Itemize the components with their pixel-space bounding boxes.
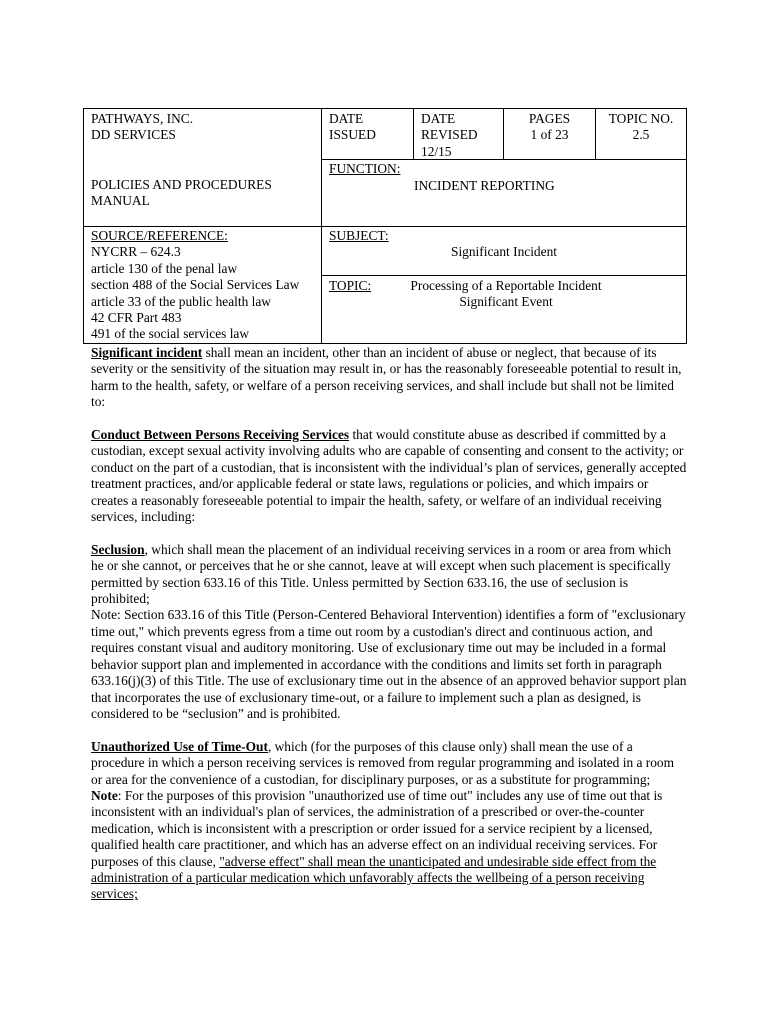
source-item: NYCRR – 624.3	[91, 244, 181, 260]
pages-label: PAGES	[528, 111, 571, 126]
date-issued-label-1: DATE	[329, 111, 364, 126]
paragraph-text: , which shall mean the placement of an individual receiving services in a room or area from which he or she cannot, or perceives that he or she cannot, leave at will except when such placement is specifically permitted by section 633.16 of this Title. Unless permitted by Section 633.16, the use of seclusion is prohibited;	[91, 541, 672, 607]
function-label: FUNCTION:	[329, 161, 401, 176]
paragraph-time-out-note	[91, 788, 687, 903]
table-divider-h-dates	[321, 159, 687, 160]
function-value: INCIDENT REPORTING	[414, 178, 555, 193]
date-issued-label-2: ISSUED	[329, 127, 376, 143]
source-item: 491 of the social services law	[91, 326, 250, 342]
date-issued-cell	[329, 111, 376, 144]
org-name-line: PATHWAYS, INC.	[91, 111, 194, 126]
note-text: : For the purposes of this provision "unauthorized use of time out" includes any use of time out that is inconsistent with an individual's plan of services, the administration of a prescribed or over-the-counter medication, which is inconsistent with a prescription or order issued for a service recipient by a licensed, qualified health care practitioner, and which has an adverse effect on an individual receiving services. For purposes of this clause,	[91, 787, 663, 869]
topic-label: TOPIC:	[329, 278, 372, 293]
paragraph-conduct-between-persons	[91, 427, 687, 525]
topic-no-value: 2.5	[632, 127, 650, 143]
source-reference-block	[91, 228, 299, 343]
pages-cell	[504, 111, 595, 144]
paragraph-text: shall mean an incident, other than an incident of abuse or neglect, that because of its severity or the sensitivity of the situation may result in, or has the reasonably foreseeable potential to result in, harm to the health, safety, or welfare of a person receiving services, and shall include but shall not be limited to:	[91, 345, 682, 410]
paragraph-significant-incident	[91, 345, 687, 411]
table-divider-h-left	[83, 226, 687, 227]
document-body	[91, 345, 687, 919]
table-divider-h-subject	[321, 275, 687, 276]
manual-title-line-1: POLICIES AND PROCEDURES	[91, 177, 272, 192]
paragraph-seclusion-note: Note: Section 633.16 of this Title (Person-Centered Behavioral Intervention) identifies a form of "exclusionary time out," which prevents egress from a time out room by a custodian's direct and continuous action, and requires constant visual and auditory monitoring. Use of exclusionary time out may be included in a formal behavior support plan and implemented in accordance with the conditions and limits set forth in paragraph 633.16(j)(3) of this Title. The use of exclusionary time out in the absence of an approved behavior support plan that incorporates the use of exclusionary time-out, or a failure to implement such a plan as designed, is considered to be “seclusion” and is prohibited.	[91, 607, 687, 721]
topic-no-cell	[596, 111, 686, 144]
paragraph-text: that would constitute abuse as described if committed by a custodian, except sexual activity involving adults who are capable of consenting and consent to the activity; or conduct on the part of a custodian, that is inconsistent with the individual’s plan of services, generally accepted treatment practices, and/or applicable federal or state laws, regulations or policies, and which impairs or creates a reasonably foreseeable potential to impair the health, safety, or welfare of an individual receiving services, including:	[91, 427, 687, 525]
source-item: article 130 of the penal law	[91, 260, 238, 276]
date-revised-label-1: DATE	[421, 111, 456, 126]
adverse-effect-definition: "adverse effect" shall mean the unanticipated and undesirable side effect from the administration of a particular medication which unfavorably affects the wellbeing of a person receiving services;	[91, 853, 657, 902]
manual-title-line-2: MANUAL	[91, 193, 150, 209]
term-unauthorized-time-out: Unauthorized Use of Time-Out	[91, 738, 268, 754]
table-border-top	[83, 108, 687, 109]
paragraph-text: , which (for the purposes of this clause only) shall mean the use of a procedure in which a person receiving services is removed from regular programming and isolated in a room or area for the convenience of a custodian, for disciplinary purposes, or as a substitute for programming;	[91, 738, 675, 787]
date-revised-cell	[421, 111, 478, 160]
paragraph-seclusion	[91, 542, 687, 608]
pages-value: 1 of 23	[530, 127, 569, 143]
term-significant-incident: Significant incident	[91, 345, 203, 360]
source-item: 42 CFR Part 483	[91, 310, 182, 326]
topic-no-label: TOPIC NO.	[608, 111, 674, 126]
subject-label: SUBJECT:	[329, 228, 389, 243]
source-label: SOURCE/REFERENCE:	[91, 228, 228, 243]
date-revised-value: 12/15	[421, 143, 452, 159]
org-unit-line: DD SERVICES	[91, 127, 176, 143]
topic-value-line-1: Processing of a Reportable Incident	[410, 278, 602, 293]
table-border-bottom	[83, 343, 687, 344]
org-name	[91, 111, 193, 144]
source-item: article 33 of the public health law	[91, 293, 271, 309]
topic-value	[380, 278, 632, 311]
manual-title	[91, 177, 272, 210]
topic-value-line-2: Significant Event	[459, 294, 553, 310]
table-divider-v1	[413, 108, 414, 159]
subject-value: Significant Incident	[451, 244, 557, 259]
term-seclusion: Seclusion	[91, 541, 145, 557]
note-label: Note	[91, 787, 118, 803]
source-item: section 488 of the Social Services Law	[91, 277, 300, 293]
date-revised-label-2: REVISED	[421, 127, 478, 143]
term-conduct-between-persons: Conduct Between Persons Receiving Services	[91, 427, 350, 443]
paragraph-unauthorized-time-out	[91, 739, 687, 788]
